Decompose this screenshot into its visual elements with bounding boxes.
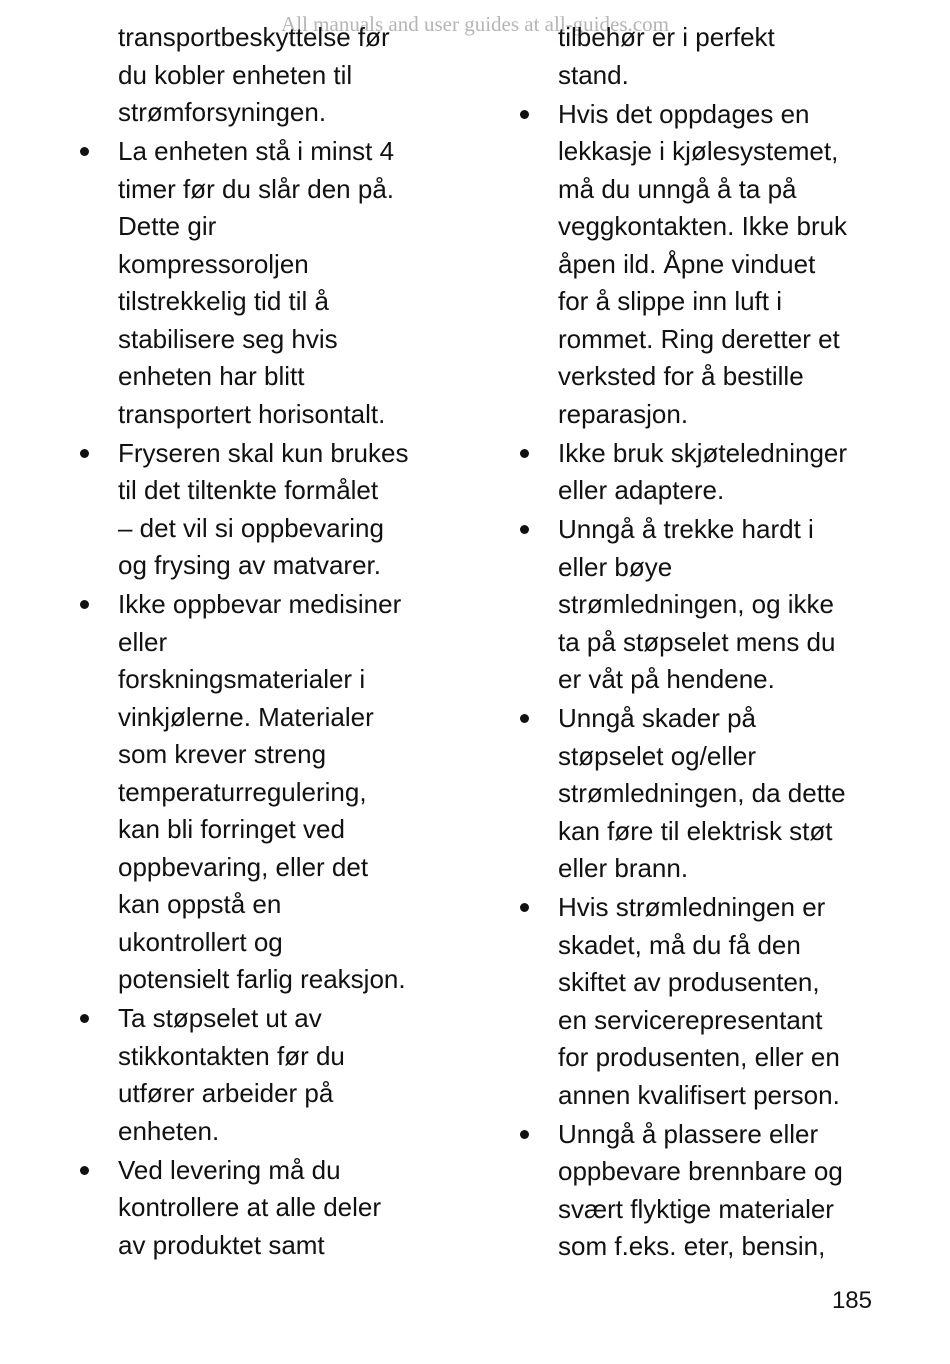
text-line: stand. — [558, 59, 629, 90]
text-line: forskningsmaterialer i — [118, 664, 366, 694]
text-line: kan oppstå en — [118, 889, 282, 919]
text-line: enheten. — [118, 1115, 220, 1146]
text-line: transportbeskyttelse før — [118, 22, 390, 52]
page-number: 185 — [831, 1287, 872, 1314]
list-item — [558, 96, 888, 434]
text-line: verksted for å bestille — [558, 361, 804, 391]
text-line: en servicerepresentant — [558, 1004, 823, 1035]
text-line: Unngå å plassere eller — [558, 1118, 819, 1149]
list-item — [558, 889, 888, 1114]
text-line: potensielt farlig reaksjon. — [118, 964, 406, 994]
text-line: Hvis strømledningen er — [558, 892, 826, 922]
list-item — [118, 1000, 448, 1150]
text-line: – det vil si oppbevaring — [118, 512, 384, 543]
text-line: Dette gir — [118, 211, 217, 241]
text-line: enheten har blitt — [118, 361, 305, 391]
text-line: tilbehør er i perfekt — [558, 22, 775, 52]
bullet-icon — [514, 96, 534, 134]
text-line: annen kvalifisert person. — [558, 1079, 840, 1110]
text-line: som f.eks. eter, bensin, — [558, 1231, 826, 1261]
text-line: kontrollere at alle deler — [118, 1192, 382, 1222]
list-item — [118, 435, 448, 585]
text-line: svært flyktige materialer — [558, 1193, 834, 1224]
text-line: kompressoroljen — [118, 248, 309, 279]
text-line: eller adaptere. — [558, 475, 725, 505]
text-line: oppbevare brennbare og — [558, 1156, 843, 1186]
text-line: åpen ild. Åpne vinduet — [558, 248, 816, 279]
watermark: All manuals and user guides at all-guides.com — [281, 12, 669, 36]
text-line: eller — [118, 626, 168, 657]
list-item — [558, 700, 888, 888]
text-line: Fryseren skal kun brukes — [118, 437, 409, 468]
text-line: lekkasje i kjølesystemet, — [558, 136, 839, 166]
bullet-icon — [74, 133, 94, 171]
bullet-icon — [514, 889, 534, 927]
text-line: timer før du slår den på. — [118, 173, 394, 204]
text-line: reparasjon. — [558, 398, 689, 429]
text-line: skiftet av produsenten, — [558, 967, 820, 997]
left-column — [118, 19, 448, 1266]
text-line: Ikke oppbevar medisiner — [118, 589, 402, 619]
list-item — [118, 586, 448, 999]
text-line: eller bøye — [558, 551, 673, 582]
text-line: oppbevaring, eller det — [118, 851, 369, 882]
bullet-icon — [514, 511, 534, 549]
text-line: kan føre til elektrisk støt — [558, 815, 833, 846]
text-line: rommet. Ring deretter et — [558, 323, 840, 354]
text-line: skadet, må du få den — [558, 929, 801, 960]
text-line: temperaturregulering, — [118, 776, 367, 807]
text-line: ta på støpselet mens du — [558, 626, 836, 657]
list-item — [558, 1116, 888, 1266]
text-line: La enheten stå i minst 4 — [118, 136, 395, 166]
list-item — [558, 435, 888, 510]
text-line: transportert horisontalt. — [118, 398, 386, 429]
bullet-icon — [74, 1000, 94, 1038]
text-line: støpselet og/eller — [558, 740, 756, 771]
text-line: Ikke bruk skjøteledninger — [558, 437, 848, 468]
text-line: stikkontakten før du — [118, 1040, 345, 1071]
text-line: som krever streng — [118, 739, 327, 769]
list-item-continuation — [118, 19, 448, 132]
text-line: ukontrollert og — [118, 926, 283, 957]
text-line: vinkjølerne. Materialer — [118, 701, 374, 732]
text-line: Ta støpselet ut av — [118, 1003, 322, 1033]
bullet-icon — [74, 435, 94, 473]
bullet-icon — [74, 1152, 94, 1190]
text-line: utfører arbeider på — [118, 1078, 334, 1108]
text-line: eller brann. — [558, 853, 689, 883]
list-item — [118, 1152, 448, 1265]
bullet-icon — [74, 586, 94, 624]
text-line: Unngå skader på — [558, 703, 757, 733]
list-item-continuation — [558, 19, 888, 94]
text-line: til det tiltenkte formålet — [118, 475, 379, 505]
text-line: Hvis det oppdages en — [558, 98, 810, 129]
text-line: for å slippe inn luft i — [558, 286, 783, 316]
text-line: du kobler enheten til — [118, 59, 353, 90]
text-line: og frysing av matvarer. — [118, 550, 381, 580]
text-line: strømforsyningen. — [118, 97, 327, 127]
text-line: veggkontakten. Ikke bruk — [558, 211, 848, 241]
text-line: av produktet samt — [118, 1229, 325, 1260]
list-item — [118, 133, 448, 433]
bullet-icon — [514, 435, 534, 473]
text-line: Unngå å trekke hardt i — [558, 514, 814, 544]
bullet-icon — [514, 700, 534, 738]
text-line: strømledningen, og ikke — [558, 589, 835, 619]
text-line: kan bli forringet ved — [118, 814, 345, 844]
text-line: Ved levering må du — [118, 1154, 341, 1185]
text-line: for produsenten, eller en — [558, 1042, 840, 1072]
text-line: tilstrekkelig tid til å — [118, 286, 329, 316]
list-item — [558, 511, 888, 699]
right-column — [558, 19, 888, 1267]
bullet-icon — [514, 1116, 534, 1154]
text-line: må du unngå å ta på — [558, 173, 797, 204]
text-line: stabilisere seg hvis — [118, 323, 338, 354]
text-line: er våt på hendene. — [558, 664, 775, 694]
text-line: strømledningen, da dette — [558, 778, 846, 808]
